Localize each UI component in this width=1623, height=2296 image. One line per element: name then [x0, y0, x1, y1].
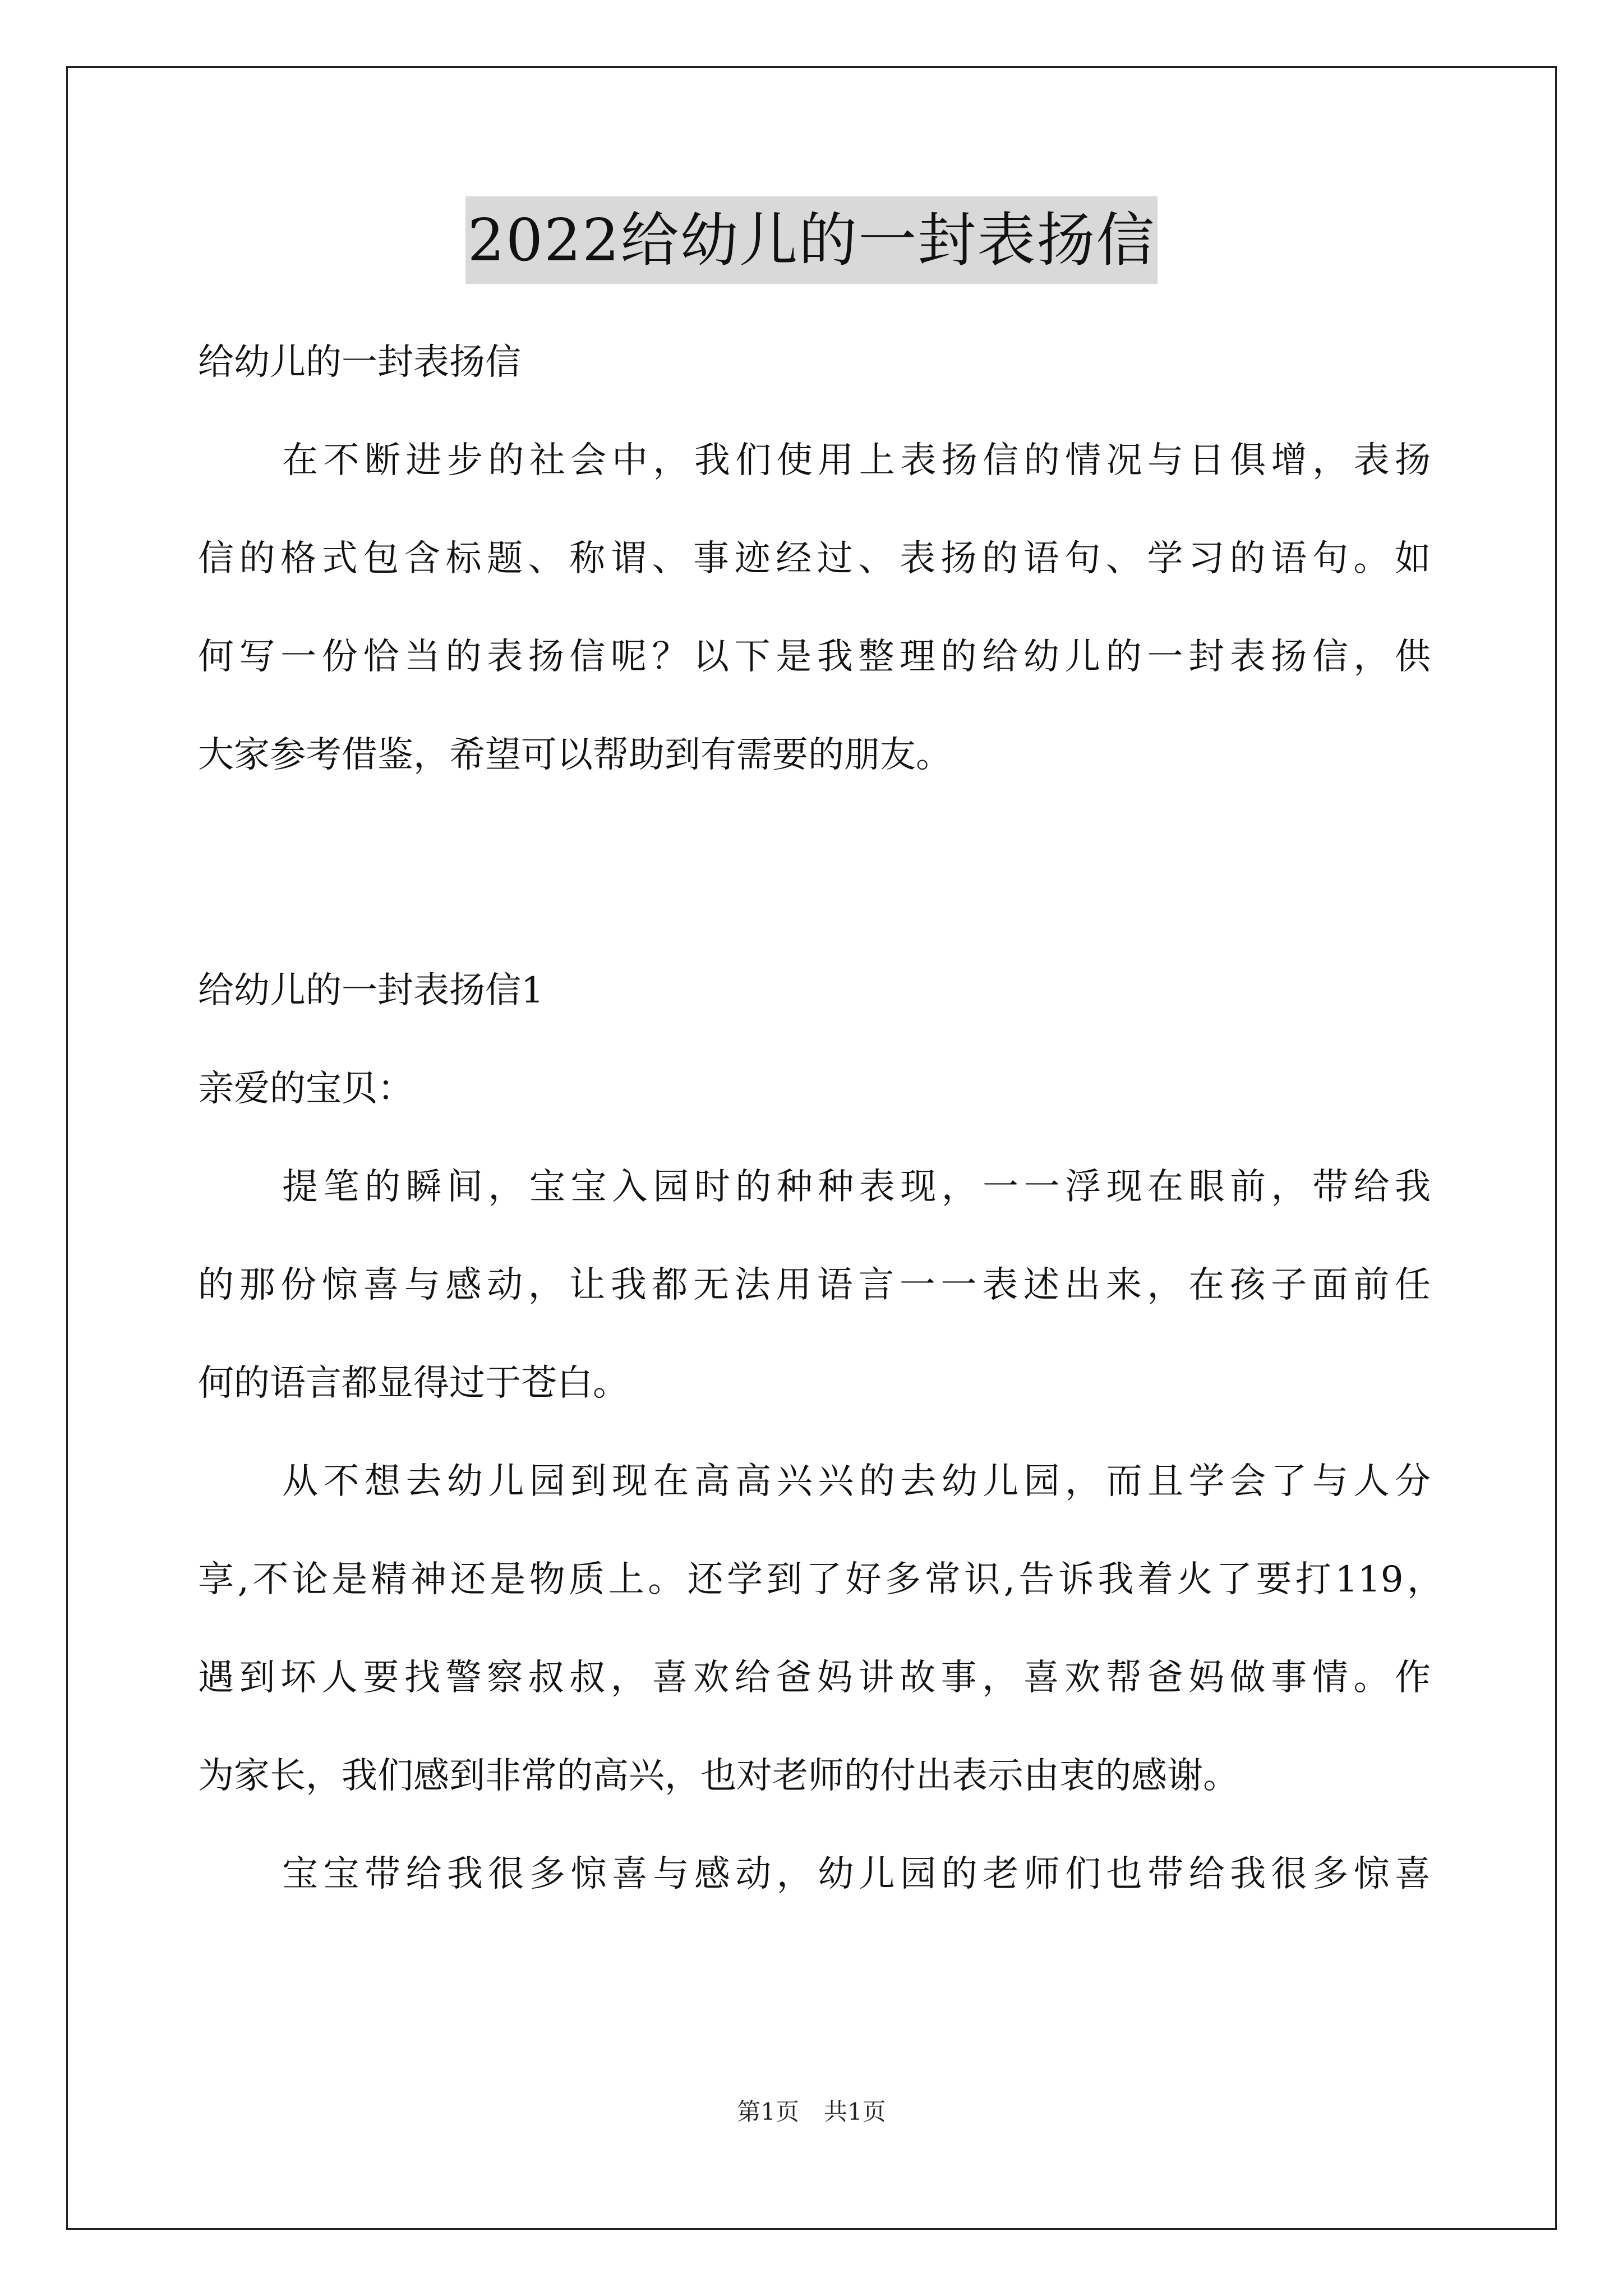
paragraph-line: 享,不论是精神还是物质上。还学到了好多常识,告诉我着火了要打119，: [198, 1559, 1443, 1600]
page-border: [66, 66, 1557, 2230]
page-number-current: 第1页: [737, 2098, 799, 2125]
page-number-total: 共1页: [824, 2098, 886, 2125]
paragraph-line: 何的语言都显得过于苍白。: [198, 1363, 629, 1404]
intro-line: 在不断进步的社会中，我们使用上表扬信的情况与日俱增，表扬: [282, 440, 1431, 481]
intro-line: 何写一份恰当的表扬信呢？以下是我整理的给幼儿的一封表扬信，供: [198, 636, 1431, 678]
page-footer: [0, 2095, 1623, 2129]
salutation: 亲爱的宝贝：: [198, 1068, 413, 1110]
paragraph-line: 的那份惊喜与感动，让我都无法用语言一一表述出来，在孩子面前任: [198, 1264, 1431, 1306]
paragraph-line: 宝宝带给我很多惊喜与感动，幼儿园的老师们也带给我很多惊喜: [282, 1853, 1431, 1895]
document-title: 2022给幼儿的一封表扬信: [465, 196, 1158, 284]
section-heading: 给幼儿的一封表扬信1: [198, 970, 544, 1011]
paragraph-line: 为家长，我们感到非常的高兴，也对老师的付出表示由衷的感谢。: [198, 1755, 1239, 1797]
intro-line: 大家参考借鉴，希望可以帮助到有需要的朋友。: [198, 734, 952, 776]
paragraph-line: 提笔的瞬间，宝宝入园时的种种表现，一一浮现在眼前，带给我: [282, 1166, 1431, 1208]
paragraph-line: 从不想去幼儿园到现在高高兴兴的去幼儿园，而且学会了与人分: [282, 1461, 1431, 1502]
intro-line: 信的格式包含标题、称谓、事迹经过、表扬的语句、学习的语句。如: [198, 538, 1431, 579]
paragraph-line: 遇到坏人要找警察叔叔，喜欢给爸妈讲故事，喜欢帮爸妈做事情。作: [198, 1657, 1431, 1699]
title-container: [0, 196, 1623, 284]
document-subtitle: 给幼儿的一封表扬信: [198, 342, 521, 383]
